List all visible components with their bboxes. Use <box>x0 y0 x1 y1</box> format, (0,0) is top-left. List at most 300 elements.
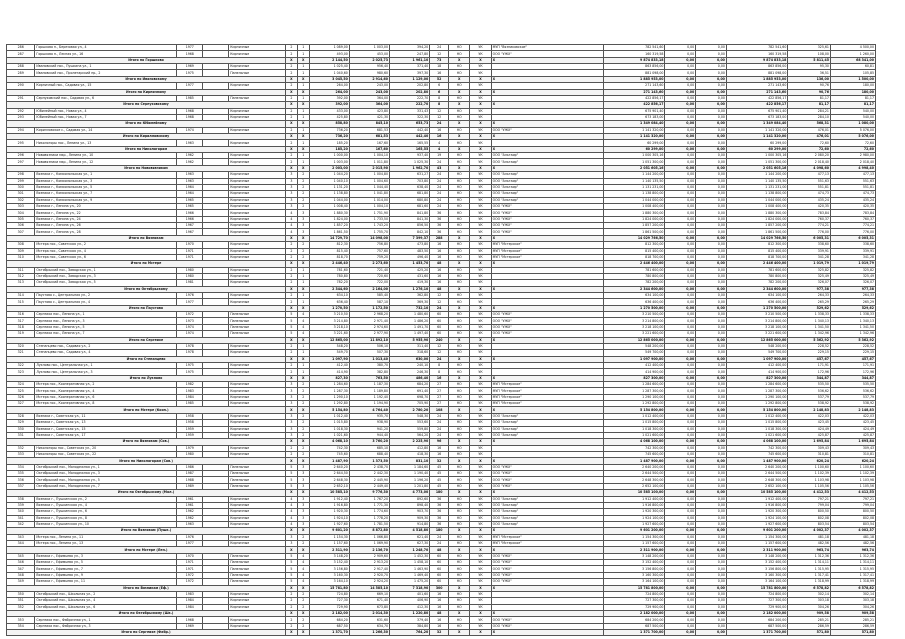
cell-living: 1 774,60 <box>349 509 389 515</box>
cell-no: Итого по Ивановскому <box>7 76 286 82</box>
cell-no: 329 <box>7 420 35 426</box>
cell-n1: 684 200,00 <box>603 617 664 623</box>
cell-year: 1967 <box>177 223 203 229</box>
cell-method: НО <box>449 51 470 57</box>
cell-living: 243,00 <box>349 83 389 89</box>
cell-n2: 0,00 <box>665 293 696 299</box>
cell-form: УК <box>470 242 491 248</box>
cell-n3: 0,00 <box>696 610 727 616</box>
cell-method: НО <box>449 350 470 356</box>
cell-area: 742,30 <box>309 445 349 451</box>
cell-n3: 0,00 <box>696 630 727 636</box>
cell-n5: 799,04 <box>788 502 831 508</box>
cell-n5: 477,13 <box>788 172 831 178</box>
cell-living: 759,20 <box>349 254 389 260</box>
cell-org: МУП "Вязниковское" <box>491 45 603 51</box>
cell-org: ООО "УЖХ" <box>491 324 603 330</box>
cell-n5: 537,79 <box>788 394 831 400</box>
cell-form: УК <box>470 343 491 349</box>
cell-ent: X <box>297 356 309 362</box>
cell-address: Вязники г., Советская ул., 11 <box>35 413 177 419</box>
cell-n6: 535,50 <box>830 382 875 388</box>
cell-n5: 1 105,56 <box>788 483 831 489</box>
cell-floors: 3 <box>286 534 298 540</box>
cell-area: 548,20 <box>309 343 349 349</box>
cell-area: 414,90 <box>309 369 349 375</box>
cell-ent: 2 <box>297 432 309 438</box>
cell-nonliving: 703,80 <box>390 178 430 184</box>
cell-living: 671,40 <box>349 598 389 604</box>
cell-method: НО <box>449 515 470 521</box>
cell-flats: 48 <box>430 261 449 267</box>
cell-year: 1978 <box>177 343 203 349</box>
cell-form: X <box>470 337 491 343</box>
cell-flats: 48 <box>430 286 449 292</box>
cell-area: 729,90 <box>309 604 349 610</box>
cell-org: X <box>491 305 603 311</box>
cell-ent: 1 <box>297 369 309 375</box>
cell-form: УК <box>470 362 491 368</box>
cell-flats: 36 <box>430 216 449 222</box>
cell-living: 1 004,10 <box>349 203 389 209</box>
cell-no: 323 <box>7 369 35 375</box>
cell-n3: 0,00 <box>696 604 727 610</box>
cell-flats: 96 <box>430 439 449 445</box>
cell-address: Мстера пос., Советская ул., 6 <box>35 254 177 260</box>
cell-n3: 0,00 <box>696 413 727 419</box>
cell-address: Нововязники мкр., Ленина ул., 12 <box>35 159 177 165</box>
cell-ent: 1 <box>297 114 309 120</box>
cell-n4: 3 218 100,00 <box>726 324 787 330</box>
cell-method: НО <box>449 579 470 585</box>
cell-form: X <box>470 528 491 534</box>
cell-living: 1 189,80 <box>349 388 389 394</box>
cell-n1: 3 221 600,00 <box>603 331 664 337</box>
cell-nonliving: 394,20 <box>390 45 430 51</box>
cell-year: 1980 <box>177 273 203 279</box>
cell-n1: 1 044 000,00 <box>603 197 664 203</box>
cell-n1: 1 885 953,00 <box>603 76 664 82</box>
cell-ent: 2 <box>297 445 309 451</box>
cell-address: Вязники г., Ленина ул., 20 <box>35 203 177 209</box>
cell-n6: 1 342,96 <box>830 331 875 337</box>
cell-floors: 4 <box>286 509 298 515</box>
cell-nonliving: 627,30 <box>390 541 430 547</box>
cell-flats: 8 <box>430 362 449 368</box>
cell-n1: 3 164 100,00 <box>603 579 664 585</box>
cell-n6: 1 341,50 <box>830 324 875 330</box>
cell-flats: 43 <box>430 165 449 171</box>
cell-form: УК <box>470 445 491 451</box>
cell-nonliving: 371,40 <box>390 64 430 70</box>
cell-n6: 774,21 <box>830 223 875 229</box>
cell-floors: 2 <box>286 604 298 610</box>
cell-n5: 325,61 <box>788 45 831 51</box>
cell-ent: 2 <box>297 254 309 260</box>
cell-n4: 745 600,00 <box>726 452 787 458</box>
cell-n1: 414 900,00 <box>603 369 664 375</box>
cell-year: 1980 <box>177 452 203 458</box>
cell-method: НО <box>449 254 470 260</box>
cell-year: 1970 <box>177 242 203 248</box>
cell-n4: 724 800,00 <box>726 591 787 597</box>
cell-living: 1 767,20 <box>349 496 389 502</box>
cell-method: НО <box>449 140 470 146</box>
cell-n5: 284,10 <box>788 114 831 120</box>
cell-n4: 1 924 100,00 <box>726 515 787 521</box>
cell-n3: 0,00 <box>696 337 727 343</box>
cell-n2: 0,00 <box>665 623 696 629</box>
cell-no: 299 <box>7 178 35 184</box>
cell-form: УК <box>470 83 491 89</box>
cell-ent: X <box>297 585 309 591</box>
cell-wall: Кирпичные <box>229 541 286 547</box>
cell-living: 688,40 <box>349 452 389 458</box>
cell-no: Итого по Нововязникам <box>7 165 286 171</box>
cell-n5: 482,56 <box>788 541 831 547</box>
cell-n4: 5 154 800,00 <box>726 407 787 413</box>
cell-area: 15 781,80 <box>309 585 349 591</box>
cell-n5: 136,00 <box>788 76 831 82</box>
cell-living: 3 760,20 <box>349 439 389 445</box>
cell-n4: 271 143,60 <box>726 89 787 95</box>
cell-method: НО <box>449 248 470 254</box>
cell-n4: 684 200,00 <box>726 617 787 623</box>
cell-n4: 1 861 500,00 <box>726 229 787 235</box>
cell-flats: 60 <box>430 331 449 337</box>
cell-no: 336 <box>7 477 35 483</box>
cell-form: УК <box>470 331 491 337</box>
cell-wall: Кирпичные <box>229 521 286 527</box>
cell-wall: Панельные <box>229 553 286 559</box>
cell-n1: 1 000 305,16 <box>603 153 664 159</box>
cell-n1: 1 141 320,00 <box>603 134 664 140</box>
cell-wall: Кирпичные <box>229 445 286 451</box>
cell-nonliving: 548,30 <box>390 413 430 419</box>
cell-form: УК <box>470 534 491 540</box>
cell-year: 1968 <box>177 114 203 120</box>
cell-floors: 3 <box>286 184 298 190</box>
cell-n5: 1 019,79 <box>788 261 831 267</box>
cell-flats: 16 <box>430 248 449 254</box>
cell-flats: 24 <box>430 426 449 432</box>
cell-method: НО <box>449 413 470 419</box>
cell-method: НО <box>449 426 470 432</box>
cell-address: Октябрьский пос., Школьная ул., 4 <box>35 598 177 604</box>
cell-form: X <box>470 235 491 241</box>
cell-no: 307 <box>7 229 35 235</box>
cell-no: 300 <box>7 184 35 190</box>
cell-flats: 24 <box>430 45 449 51</box>
cell-n6: 1 338,33 <box>830 312 875 318</box>
cell-n3: 0,00 <box>696 343 727 349</box>
cell-n4: 1 880 300,00 <box>726 210 787 216</box>
cell-wall: Кирпичные <box>229 64 286 70</box>
cell-n6: 800,50 <box>830 509 875 515</box>
cell-nonliving: 431,60 <box>390 273 430 279</box>
cell-n2: 0,00 <box>665 229 696 235</box>
cell-method: X <box>449 528 470 534</box>
cell-n5: 229,15 <box>788 350 831 356</box>
cell-n1: 422 856,17 <box>603 102 664 108</box>
cell-org: X <box>491 102 603 108</box>
cell-no: 317 <box>7 318 35 324</box>
cell-floors: 2 <box>286 114 298 120</box>
cell-no: 325 <box>7 388 35 394</box>
cell-living: 938,90 <box>349 420 389 426</box>
cell-year: 1974 <box>177 127 203 133</box>
cell-n1: 745 600,00 <box>603 452 664 458</box>
cell-wall: Кирпичные <box>229 267 286 273</box>
cell-wall: Кирпичные <box>229 229 286 235</box>
cell-form: УК <box>470 617 491 623</box>
cell-area: 1 270,50 <box>309 305 349 311</box>
cell-n3: 0,00 <box>696 229 727 235</box>
cell-ent: 4 <box>297 560 309 566</box>
cell-living: 423,80 <box>349 108 389 114</box>
cell-year: 1963 <box>177 178 203 184</box>
cell-address: Сергеиха пос., Ленина ул., 5 <box>35 324 177 330</box>
cell-n2: 0,00 <box>665 242 696 248</box>
cell-form: X <box>470 375 491 381</box>
cell-n3: 0,00 <box>696 382 727 388</box>
cell-year: 1974 <box>177 331 203 337</box>
cell-ent: 1 <box>297 362 309 368</box>
cell-org: МУП "Мстерское" <box>491 382 603 388</box>
cell-floors: 2 <box>286 153 298 159</box>
cell-floors: 2 <box>286 70 298 76</box>
cell-n1: 160 319,58 <box>603 51 664 57</box>
cell-n4: 673 183,00 <box>726 114 787 120</box>
cell-n1: 1 284 600,00 <box>603 382 664 388</box>
cell-living: 1 755,70 <box>349 229 389 235</box>
cell-area: 1 000,00 <box>309 153 349 159</box>
cell-n2: 0,00 <box>665 114 696 120</box>
cell-n5: 302,14 <box>788 591 831 597</box>
cell-no: 316 <box>7 312 35 318</box>
cell-no: 340 <box>7 509 35 515</box>
cell-n6: 229,15 <box>830 350 875 356</box>
cell-n5: 1 338,33 <box>788 312 831 318</box>
cell-no: 341 <box>7 515 35 521</box>
cell-address: Вязники г., Ленина ул., 22 <box>35 210 177 216</box>
cell-n6: 285,21 <box>830 617 875 623</box>
cell-year: 1968 <box>177 617 203 623</box>
cell-year: 1971 <box>177 254 203 260</box>
cell-n3: 0,00 <box>696 261 727 267</box>
cell-ent: 3 <box>297 521 309 527</box>
cell-floors: X <box>286 146 298 152</box>
cell-n1: 412 400,00 <box>603 362 664 368</box>
cell-nonliving: 4 518,80 <box>390 528 430 534</box>
cell-address: Вязники г., Пушкинская ул., 2 <box>35 496 177 502</box>
cell-n3: 0,00 <box>696 134 727 140</box>
cell-n2: 0,00 <box>665 521 696 527</box>
cell-living: 507,30 <box>349 350 389 356</box>
cell-n2: 0,00 <box>665 45 696 51</box>
cell-n3: 0,00 <box>696 254 727 260</box>
cell-n2: 0,00 <box>665 197 696 203</box>
cell-no: 288 <box>7 64 35 70</box>
cell-living: 2 909,60 <box>349 553 389 559</box>
cell-area: 1 487,90 <box>309 458 349 464</box>
cell-form: УК <box>470 324 491 330</box>
cell-area: 1 097,90 <box>309 356 349 362</box>
cell-living: 673,80 <box>349 604 389 610</box>
cell-n5: 529,62 <box>788 305 831 311</box>
cell-n6: 81,17 <box>830 95 875 101</box>
cell-nonliving: 311,40 <box>390 343 430 349</box>
cell-n6: 5 076,00 <box>830 127 875 133</box>
cell-flats: 12 <box>430 299 449 305</box>
cell-n1: 1 857 200,00 <box>603 223 664 229</box>
cell-area: 812,30 <box>309 242 349 248</box>
cell-no: 306 <box>7 223 35 229</box>
cell-n4: 414 900,00 <box>726 369 787 375</box>
cell-wall: Кирпичные <box>229 343 286 349</box>
cell-area: 2 311,90 <box>309 547 349 553</box>
cell-form: X <box>470 76 491 82</box>
cell-wall: Кирпичные <box>229 413 286 419</box>
cell-year: 1966 <box>177 210 203 216</box>
cell-n5: 1 341,50 <box>788 324 831 330</box>
cell-n4: 3 214 800,00 <box>726 318 787 324</box>
cell-floors: 4 <box>286 216 298 222</box>
cell-living: 2 913,20 <box>349 560 389 566</box>
cell-no: 311 <box>7 267 35 273</box>
cell-flats: 48 <box>430 610 449 616</box>
cell-n3: 0,00 <box>696 439 727 445</box>
cell-n4: 634 100,00 <box>726 293 787 299</box>
cell-area: 549,70 <box>309 350 349 356</box>
cell-nonliving: 1 025,30 <box>390 159 430 165</box>
cell-nonliving: 379,40 <box>390 617 430 623</box>
cell-wall: Кирпичные <box>229 496 286 502</box>
cell-floors: 3 <box>286 382 298 388</box>
cell-area: 1 912,40 <box>309 496 349 502</box>
cell-no: 349 <box>7 579 35 585</box>
cell-area: 3 214,80 <box>309 318 349 324</box>
cell-n6: 325,49 <box>830 273 875 279</box>
cell-ent: 3 <box>297 471 309 477</box>
cell-ent: 4 <box>297 579 309 585</box>
cell-n3: 0,00 <box>696 70 727 76</box>
cell-area: 264,00 <box>309 83 349 89</box>
cell-ent: 2 <box>297 617 309 623</box>
cell-org: X <box>491 528 603 534</box>
cell-living: 1 066,80 <box>349 534 389 540</box>
cell-n5: 310,81 <box>788 452 831 458</box>
cell-nonliving: 841,30 <box>390 216 430 222</box>
cell-form: X <box>470 89 491 95</box>
cell-flats: 16 <box>430 280 449 286</box>
cell-n5: 1 103,98 <box>788 477 831 483</box>
cell-nonliving: 1 480,60 <box>390 312 430 318</box>
cell-n3: 0,00 <box>696 591 727 597</box>
cell-wall: Кирпичные <box>229 299 286 305</box>
cell-n4: 1 912 400,00 <box>726 496 787 502</box>
cell-ent: 2 <box>297 172 309 178</box>
cell-floors: 2 <box>286 45 298 51</box>
cell-n1: 780 800,00 <box>603 273 664 279</box>
cell-n5: 538,92 <box>788 401 831 407</box>
cell-n5: 551,81 <box>788 184 831 190</box>
cell-nonliving: 631,27 <box>390 172 430 178</box>
cell-nonliving: 621,40 <box>390 534 430 540</box>
cell-n5: 90,76 <box>788 83 831 89</box>
cell-area: 1 138,80 <box>309 191 349 197</box>
cell-flats: 60 <box>430 572 449 578</box>
cell-nonliving: 322,30 <box>390 114 430 120</box>
cell-n3: 0,00 <box>696 617 727 623</box>
cell-n4: 1 141 320,00 <box>726 134 787 140</box>
cell-wall: Кирпичные <box>229 45 286 51</box>
cell-n3: 0,00 <box>696 598 727 604</box>
cell-address: Октябрьский пос., Заводская ул., 5 <box>35 280 177 286</box>
cell-n5: 435,24 <box>788 197 831 203</box>
cell-n2: 0,00 <box>665 51 696 57</box>
cell-n2: 0,00 <box>665 490 696 496</box>
cell-n1: 4 068 100,00 <box>603 439 664 445</box>
cell-n6: 326,07 <box>830 280 875 286</box>
cell-nonliving: 2 780,20 <box>390 407 430 413</box>
cell-no: Итого по Юбилейному <box>7 121 286 127</box>
cell-no: 352 <box>7 604 35 610</box>
cell-flats: 24 <box>430 172 449 178</box>
cell-n4: 815 400,00 <box>726 248 787 254</box>
cell-no: 294 <box>7 127 35 133</box>
cell-n5: 568,31 <box>788 121 831 127</box>
cell-n5: 341,28 <box>788 254 831 260</box>
cell-nonliving: 1 497,40 <box>390 331 430 337</box>
cell-n4: 12 865 000,00 <box>726 337 787 343</box>
cell-nonliving: 418,30 <box>390 452 430 458</box>
cell-wall: Кирпичные <box>229 83 286 89</box>
cell-flats: 12 <box>430 51 449 57</box>
cell-living: 1 044,40 <box>349 184 389 190</box>
cell-flats: 12 <box>430 293 449 299</box>
cell-living: 380,70 <box>349 362 389 368</box>
cell-n2: 0,00 <box>665 591 696 597</box>
cell-living: 2 438,70 <box>349 464 389 470</box>
cell-address: Мстера пос., Кооперативная ул., 2 <box>35 382 177 388</box>
cell-nonliving: 1 129,00 <box>390 76 430 82</box>
cell-n1: 2 644 500,00 <box>603 471 664 477</box>
cell-ent: 1 <box>297 350 309 356</box>
cell-address: Ивановский пос., Пушкина ул., 1 <box>35 64 177 70</box>
cell-n4: 727 300,00 <box>726 598 787 604</box>
cell-floors: 3 <box>286 191 298 197</box>
cell-area: 425,80 <box>309 114 349 120</box>
cell-flats: 36 <box>430 521 449 527</box>
cell-n3: 0,00 <box>696 324 727 330</box>
cell-ent: 2 <box>297 242 309 248</box>
cell-n3: 0,00 <box>696 490 727 496</box>
cell-n1: 15 781 800,00 <box>603 585 664 591</box>
cell-flats: 12 <box>430 108 449 114</box>
cell-n6: 72,60 <box>830 146 875 152</box>
cell-n6: 302,14 <box>830 591 875 597</box>
cell-org: МУП "Мстерское" <box>491 534 603 540</box>
cell-n4: 1 021 600,00 <box>726 432 787 438</box>
cell-ent: X <box>297 286 309 292</box>
cell-form: УК <box>470 216 491 222</box>
cell-n5: 36,51 <box>788 70 831 76</box>
cell-form: УК <box>470 95 491 101</box>
cell-n4: 1 015 800,00 <box>726 420 787 426</box>
cell-n1: 1 924 100,00 <box>603 515 664 521</box>
cell-floors: 3 <box>286 203 298 209</box>
